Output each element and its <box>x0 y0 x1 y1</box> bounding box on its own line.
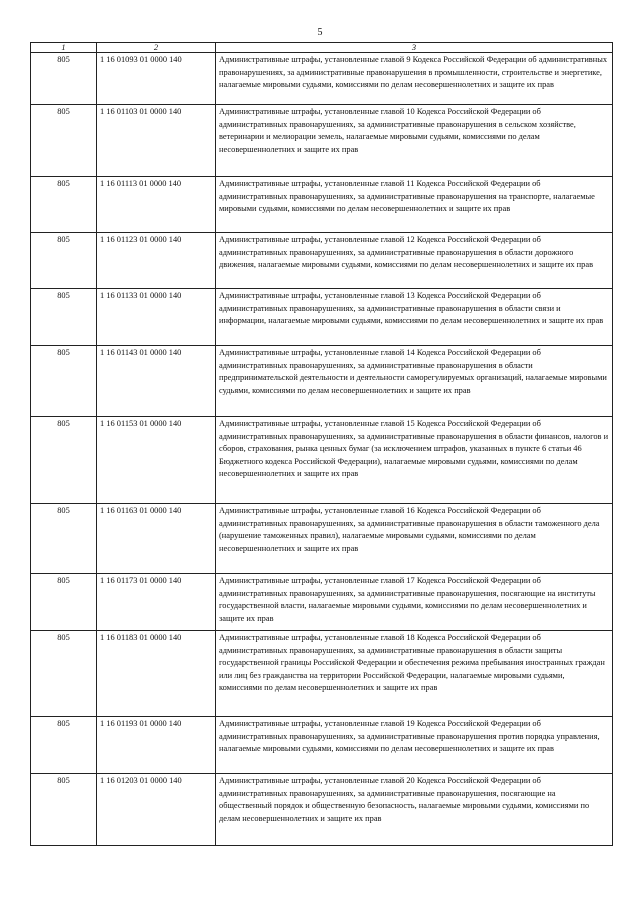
table-row <box>31 177 613 233</box>
table-row <box>31 53 613 105</box>
description-cell: Административные штрафы, установленные главой 15 Кодекса Российской Федерации об административных правонарушениях, за административные правонарушения в области финансов, налогов и сборов, страхования, рынка ценных бумаг (за исключением штрафов, указанных в пункте 6 статьи 46 Бюджетного кодекса Российской Федерации), налагаемые мировыми судьями, комиссиями по делам несовершеннолетних и защите их прав <box>216 417 613 504</box>
budget-code-cell: 1 16 01113 01 0000 140 <box>97 177 216 233</box>
table-row <box>31 717 613 774</box>
budget-codes-table <box>30 42 613 846</box>
description-cell: Административные штрафы, установленные главой 16 Кодекса Российской Федерации об административных правонарушениях, за административные правонарушения в области таможенного дела (нарушение таможенных правил), налагаемые мировыми судьями, комиссиями по делам несовершеннолетних и защите их прав <box>216 504 613 574</box>
description-cell: Административные штрафы, установленные главой 11 Кодекса Российской Федерации об административных правонарушениях, за административные правонарушения на транспорте, налагаемые мировыми судьями, комиссиями по делам несовершеннолетних и защите их прав <box>216 177 613 233</box>
description-cell: Административные штрафы, установленные главой 17 Кодекса Российской Федерации об административных правонарушениях, за административные правонарушения, посягающие на институты государственной власти, налагаемые мировыми судьями, комиссиями по делам несовершеннолетних и защите их прав <box>216 574 613 631</box>
budget-code-cell: 1 16 01093 01 0000 140 <box>97 53 216 105</box>
admin-code-cell: 805 <box>31 177 97 233</box>
table-row <box>31 289 613 346</box>
table-row <box>31 233 613 289</box>
table-row <box>31 631 613 717</box>
description-cell: Административные штрафы, установленные главой 9 Кодекса Российской Федерации об административных правонарушениях, за административные правонарушения в промышленности, строительстве и энергетике, налагаемые мировыми судьями, комиссиями по делам несовершеннолетних и защите их прав <box>216 53 613 105</box>
admin-code-cell: 805 <box>31 774 97 846</box>
description-cell: Административные штрафы, установленные главой 13 Кодекса Российской Федерации об административных правонарушениях, за административные правонарушения в области связи и информации, налагаемые мировыми судьями, комиссиями по делам несовершеннолетних и защите их прав <box>216 289 613 346</box>
column-header-2: 2 <box>97 43 216 53</box>
budget-code-cell: 1 16 01173 01 0000 140 <box>97 574 216 631</box>
budget-code-cell: 1 16 01123 01 0000 140 <box>97 233 216 289</box>
table-row <box>31 504 613 574</box>
description-cell: Административные штрафы, установленные главой 18 Кодекса Российской Федерации об административных правонарушениях, за административные правонарушения в области защиты государственной границы Российской Федерации и обеспечения режима пребывания иностранных граждан или лиц без гражданства на территории Российской Федерации, налагаемые мировыми судьями, комиссиями по делам несовершеннолетних и защите их прав <box>216 631 613 717</box>
budget-code-cell: 1 16 01103 01 0000 140 <box>97 105 216 177</box>
budget-code-cell: 1 16 01183 01 0000 140 <box>97 631 216 717</box>
budget-code-cell: 1 16 01143 01 0000 140 <box>97 346 216 417</box>
description-cell: Административные штрафы, установленные главой 19 Кодекса Российской Федерации об административных правонарушениях, за административные правонарушения против порядка управления, налагаемые мировыми судьями, комиссиями по делам несовершеннолетних и защите их прав <box>216 717 613 774</box>
admin-code-cell: 805 <box>31 417 97 504</box>
admin-code-cell: 805 <box>31 574 97 631</box>
page-number: 5 <box>317 27 323 38</box>
table-header-row <box>31 43 613 53</box>
admin-code-cell: 805 <box>31 289 97 346</box>
admin-code-cell: 805 <box>31 631 97 717</box>
table-row <box>31 417 613 504</box>
budget-code-cell: 1 16 01153 01 0000 140 <box>97 417 216 504</box>
table-row <box>31 105 613 177</box>
budget-code-cell: 1 16 01193 01 0000 140 <box>97 717 216 774</box>
description-cell: Административные штрафы, установленные главой 10 Кодекса Российской Федерации об административных правонарушениях, за административные правонарушения в сельском хозяйстве, ветеринарии и мелиорации земель, налагаемые мировыми судьями, комиссиями по делам несовершеннолетних и защите их прав <box>216 105 613 177</box>
admin-code-cell: 805 <box>31 504 97 574</box>
admin-code-cell: 805 <box>31 233 97 289</box>
table-row <box>31 346 613 417</box>
description-cell: Административные штрафы, установленные главой 12 Кодекса Российской Федерации об административных правонарушениях, за административные правонарушения в области дорожного движения, налагаемые мировыми судьями, комиссиями по делам несовершеннолетних и защите их прав <box>216 233 613 289</box>
description-cell: Административные штрафы, установленные главой 14 Кодекса Российской Федерации об административных правонарушениях, за административные правонарушения в области предпринимательской деятельности и деятельности саморегулируемых организаций, налагаемые мировыми судьями, комиссиями по делам несовершеннолетних и защите их прав <box>216 346 613 417</box>
admin-code-cell: 805 <box>31 105 97 177</box>
table-row <box>31 574 613 631</box>
table-body <box>31 53 613 846</box>
table-row <box>31 774 613 846</box>
budget-code-cell: 1 16 01163 01 0000 140 <box>97 504 216 574</box>
admin-code-cell: 805 <box>31 717 97 774</box>
budget-code-cell: 1 16 01203 01 0000 140 <box>97 774 216 846</box>
admin-code-cell: 805 <box>31 53 97 105</box>
description-cell: Административные штрафы, установленные главой 20 Кодекса Российской Федерации об административных правонарушениях, за административные правонарушения, посягающие на общественный порядок и общественную безопасность, налагаемые мировыми судьями, комиссиями по делам несовершеннолетних и защите их прав <box>216 774 613 846</box>
column-header-1: 1 <box>31 43 97 53</box>
column-header-3: 3 <box>216 43 613 53</box>
budget-code-cell: 1 16 01133 01 0000 140 <box>97 289 216 346</box>
admin-code-cell: 805 <box>31 346 97 417</box>
